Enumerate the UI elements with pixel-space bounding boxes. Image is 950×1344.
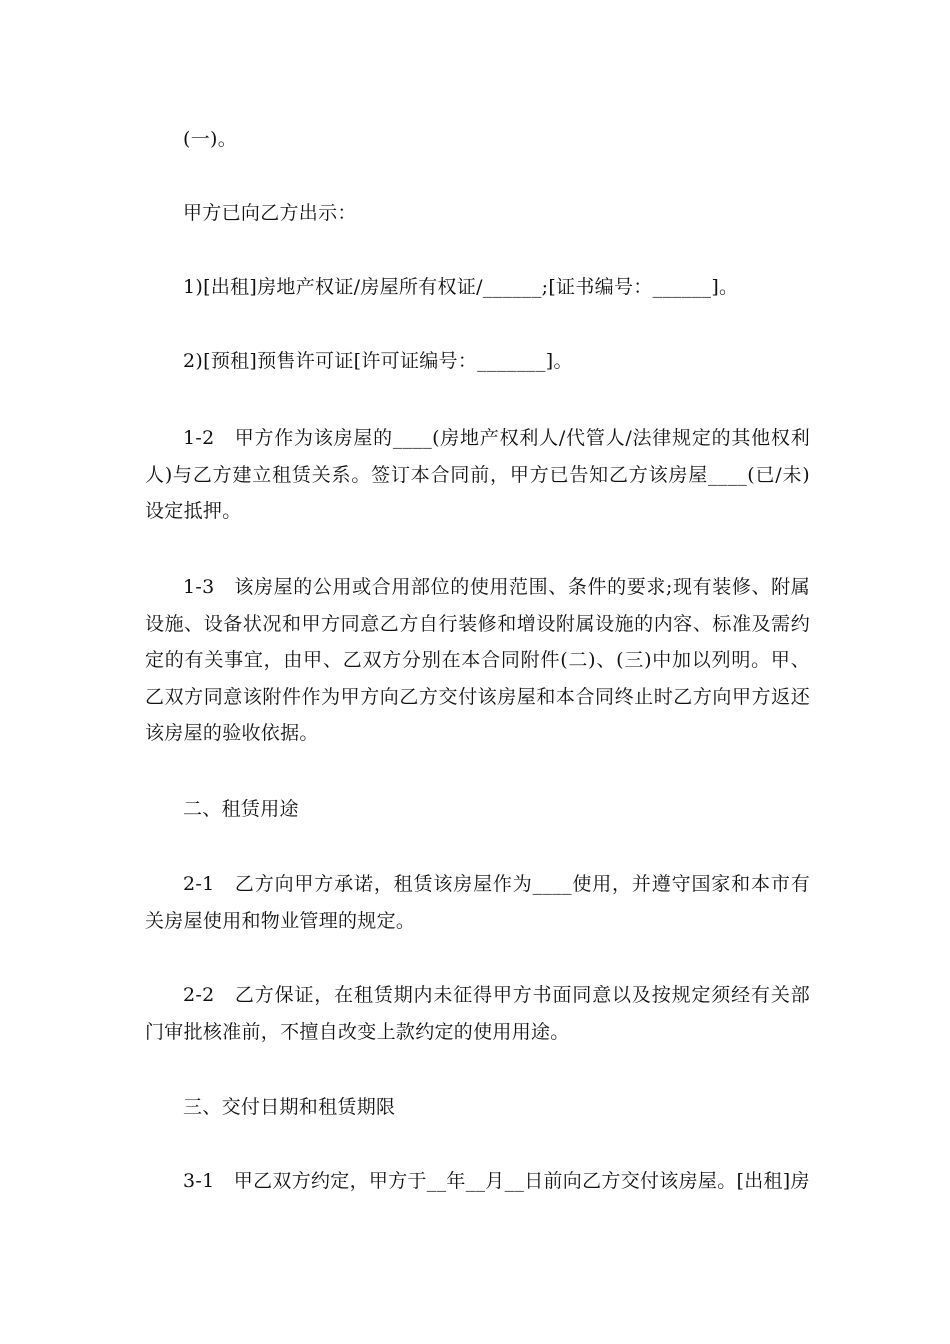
paragraph-property-certificate: 1)[出租]房地产权证/房屋所有权证/______;[证书编号：______]。 [183,276,739,298]
section-heading-lease-use: 二、租赁用途 [183,798,299,820]
paragraph-annex-one: (一)。 [183,128,238,150]
clause-2-1: 2-1 乙方向甲方承诺，租赁该房屋作为____使用，并遵守国家和本市有关房屋使用和物业管理的规定。 [145,873,810,932]
paragraph-landlord-shown: 甲方已向乙方出示： [183,202,357,224]
clause-3-1: 3-1 甲乙双方约定，甲方于__年__月__日前向乙方交付该房屋。[出租]房 [183,1170,810,1192]
clause-2-2: 2-2 乙方保证，在租赁期内未征得甲方书面同意以及按规定须经有关部门审批核准前，不擅自改变上款约定的使用用途。 [145,984,810,1043]
clause-1-3: 1-3 该房屋的公用或合用部位的使用范围、条件的要求;现有装修、附属设施、设备状况和甲方同意乙方自行装修和增设附属设施的内容、标准及需约定的有关事宜，由甲、乙双方分别在本合同附件(二)、(三)中加以列明。甲、乙双方同意该附件作为甲方向乙方交付该房屋和本合同终止时乙方向甲方返还该房屋的验收依据。 [145,576,810,744]
paragraph-presale-permit: 2)[预租]预售许可证[许可证编号：_______]。 [183,350,573,372]
clause-1-2: 1-2 甲方作为该房屋的____(房地产权利人/代管人/法律规定的其他权利人)与乙方建立租赁关系。签订本合同前，甲方已告知乙方该房屋____(已/未)设定抵押。 [145,427,810,522]
section-heading-delivery-term: 三、交付日期和租赁期限 [183,1096,396,1118]
